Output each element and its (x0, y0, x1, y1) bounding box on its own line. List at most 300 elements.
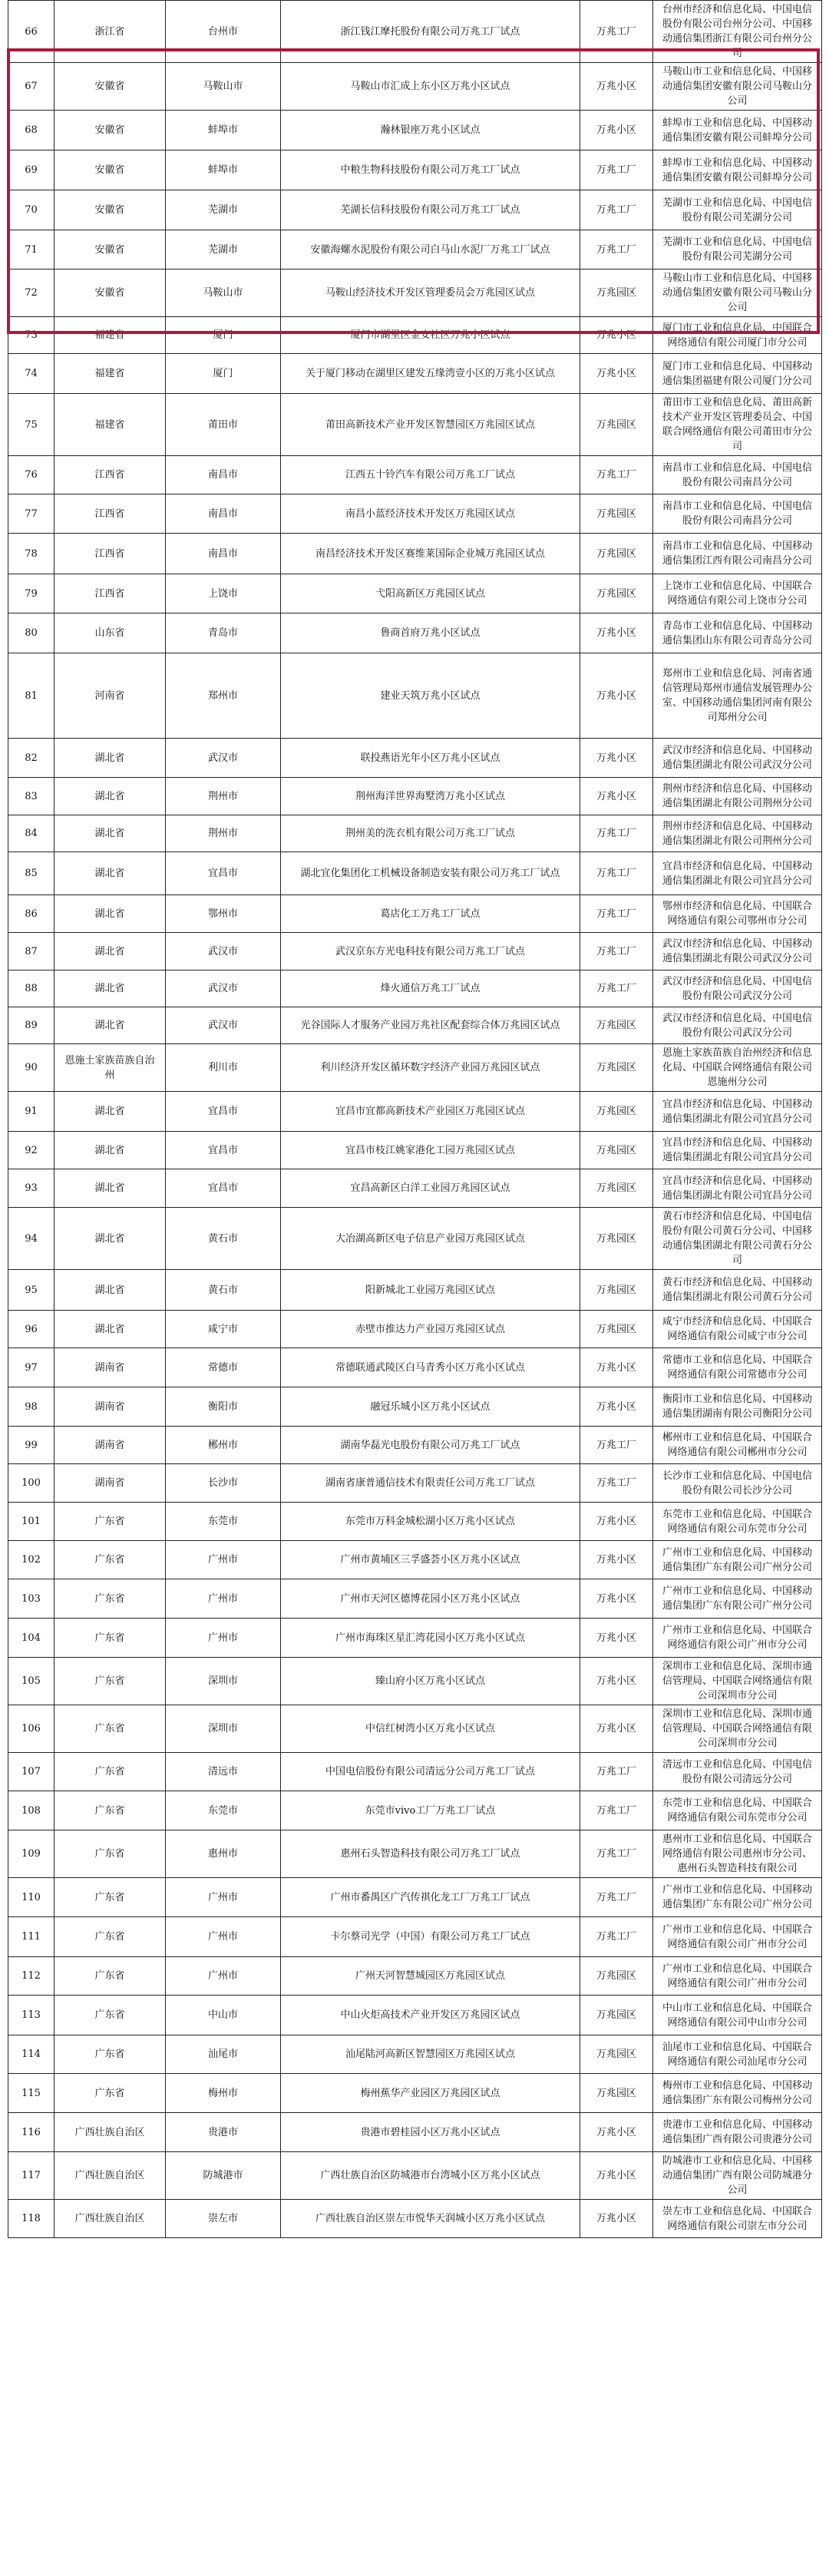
cell-responsible-units: 宜昌市经济和信息化局、中国移动通信集团湖北有限公司宜昌分公司 (653, 1169, 822, 1208)
cell-province: 广西壮族自治区 (54, 2200, 166, 2238)
cell-pilot-type: 万兆园区 (580, 1169, 653, 1208)
cell-number: 100 (8, 1464, 54, 1503)
cell-pilot-name: 梅州蕉华产业园区万兆园区试点 (281, 2074, 580, 2113)
cell-number: 69 (8, 150, 54, 190)
table-row (8, 613, 822, 653)
cell-pilot-type: 万兆工厂 (580, 1830, 653, 1878)
cell-pilot-name: 武汉京东方光电科技有限公司万兆工厂试点 (281, 933, 580, 971)
cell-pilot-type: 万兆小区 (580, 2152, 653, 2200)
cell-number: 75 (8, 394, 54, 456)
cell-pilot-type: 万兆园区 (580, 534, 653, 574)
cell-pilot-name: 常德联通武陵区白马青秀小区万兆小区试点 (281, 1348, 580, 1387)
cell-pilot-type: 万兆园区 (580, 2074, 653, 2113)
cell-city: 青岛市 (166, 613, 281, 653)
table-row (8, 1169, 822, 1208)
cell-number: 70 (8, 190, 54, 230)
cell-city: 莆田市 (166, 394, 281, 456)
cell-pilot-name: 荆州海洋世界海墅湾万兆小区试点 (281, 778, 580, 815)
table-row (8, 1503, 822, 1541)
cell-responsible-units: 黄石市经济和信息化局、中国电信股份有限公司黄石分公司、中国移动通信集团湖北有限公司黄石分公司 (653, 1208, 822, 1270)
cell-city: 清远市 (166, 1753, 281, 1791)
table-row (8, 1044, 822, 1092)
cell-pilot-name: 光谷国际人才服务产业园万兆社区配套综合体万兆园区试点 (281, 1007, 580, 1044)
cell-pilot-name: 湖北宜化集团化工机械设备制造安装有限公司万兆工厂试点 (281, 852, 580, 895)
table-row (8, 150, 822, 190)
cell-pilot-name: 广州市番禺区广汽传祺化龙工厂万兆工厂试点 (281, 1878, 580, 1917)
cell-pilot-type: 万兆园区 (580, 1007, 653, 1044)
cell-pilot-type: 万兆工厂 (580, 1917, 653, 1957)
cell-province: 广东省 (54, 1579, 166, 1619)
cell-pilot-type: 万兆工厂 (580, 230, 653, 270)
cell-city: 芜湖市 (166, 230, 281, 270)
cell-responsible-units: 武汉市经济和信息化局、中国移动通信集团湖北有限公司武汉分公司 (653, 933, 822, 971)
cell-number: 81 (8, 653, 54, 739)
cell-pilot-name: 广州市海珠区星汇湾花园小区万兆小区试点 (281, 1619, 580, 1658)
cell-responsible-units: 贵港市工业和信息化局、中国移动通信集团广西有限公司贵港分公司 (653, 2113, 822, 2152)
table-row (8, 815, 822, 852)
cell-city: 武汉市 (166, 1007, 281, 1044)
cell-responsible-units: 恩施土家族苗族自治州经济和信息化局、中国联合网络通信有限公司恩施州分公司 (653, 1044, 822, 1092)
cell-province: 湖北省 (54, 1132, 166, 1169)
cell-city: 广州市 (166, 1957, 281, 1996)
cell-pilot-name: 汕尾陆河高新区智慧园区万兆园区试点 (281, 2035, 580, 2074)
cell-pilot-name: 大冶湖高新区电子信息产业园万兆园区试点 (281, 1208, 580, 1270)
cell-number: 88 (8, 971, 54, 1007)
cell-responsible-units: 衡阳市工业和信息化局、中国移动通信集团湖南有限公司衡阳分公司 (653, 1387, 822, 1427)
cell-pilot-name: 宜昌市宜都高新技术产业园区万兆园区试点 (281, 1092, 580, 1132)
cell-pilot-type: 万兆小区 (580, 2113, 653, 2152)
cell-number: 72 (8, 270, 54, 317)
cell-province: 安徽省 (54, 111, 166, 150)
table-row (8, 1348, 822, 1387)
cell-city: 宜昌市 (166, 1169, 281, 1208)
cell-city: 南昌市 (166, 456, 281, 494)
table-row (8, 895, 822, 933)
table-row (8, 1092, 822, 1132)
cell-province: 福建省 (54, 317, 166, 354)
cell-pilot-name: 贵港市碧桂园小区万兆小区试点 (281, 2113, 580, 2152)
cell-city: 广州市 (166, 1878, 281, 1917)
cell-responsible-units: 广州市工业和信息化局、中国联合网络通信有限公司广州市分公司 (653, 1917, 822, 1957)
cell-province: 广东省 (54, 2035, 166, 2074)
cell-responsible-units: 长沙市工业和信息化局、中国电信股份有限公司长沙分公司 (653, 1464, 822, 1503)
cell-pilot-name: 广西壮族自治区防城港市台湾城小区万兆小区试点 (281, 2152, 580, 2200)
cell-responsible-units: 广州市工业和信息化局、中国移动通信集团广东有限公司广州分公司 (653, 1579, 822, 1619)
cell-city: 深圳市 (166, 1705, 281, 1753)
cell-responsible-units: 东莞市工业和信息化局、中国联合网络通信有限公司东莞市分公司 (653, 1791, 822, 1830)
cell-province: 河南省 (54, 653, 166, 739)
cell-pilot-name: 南昌小蓝经济技术开发区万兆园区试点 (281, 494, 580, 534)
table-row (8, 230, 822, 270)
table-row (8, 270, 822, 317)
cell-city: 武汉市 (166, 933, 281, 971)
cell-pilot-type: 万兆小区 (580, 653, 653, 739)
cell-city: 武汉市 (166, 971, 281, 1007)
cell-province: 湖北省 (54, 1311, 166, 1348)
table-row (8, 1579, 822, 1619)
cell-number: 117 (8, 2152, 54, 2200)
cell-city: 贵港市 (166, 2113, 281, 2152)
cell-pilot-name: 建业天筑万兆小区试点 (281, 653, 580, 739)
cell-city: 广州市 (166, 1917, 281, 1957)
cell-pilot-name: 烽火通信万兆工厂试点 (281, 971, 580, 1007)
cell-responsible-units: 武汉市经济和信息化局、中国电信股份有限公司武汉分公司 (653, 971, 822, 1007)
cell-number: 99 (8, 1427, 54, 1464)
table-row (8, 1541, 822, 1579)
table-row (8, 456, 822, 494)
table-row (8, 1917, 822, 1957)
table-row (8, 1791, 822, 1830)
cell-number: 98 (8, 1387, 54, 1427)
cell-responsible-units: 蚌埠市工业和信息化局、中国移动通信集团安徽有限公司蚌埠分公司 (653, 150, 822, 190)
cell-province: 湖北省 (54, 933, 166, 971)
cell-province: 广东省 (54, 1957, 166, 1996)
cell-pilot-name: 中国电信股份有限公司清远分公司万兆工厂试点 (281, 1753, 580, 1791)
cell-number: 68 (8, 111, 54, 150)
cell-pilot-name: 瀚林银座万兆小区试点 (281, 111, 580, 150)
cell-responsible-units: 梅州市工业和信息化局、中国移动通信集团广东有限公司梅州分公司 (653, 2074, 822, 2113)
cell-city: 蚌埠市 (166, 150, 281, 190)
cell-city: 南昌市 (166, 494, 281, 534)
table-row (8, 1878, 822, 1917)
cell-province: 广东省 (54, 2074, 166, 2113)
cell-pilot-type: 万兆小区 (580, 1619, 653, 1658)
cell-pilot-name: 联投燕语光年小区万兆小区试点 (281, 739, 580, 778)
cell-city: 衡阳市 (166, 1387, 281, 1427)
cell-number: 83 (8, 778, 54, 815)
cell-pilot-name: 湖南华磊光电股份有限公司万兆工厂试点 (281, 1427, 580, 1464)
cell-responsible-units: 郴州市工业和信息化局、中国联合网络通信有限公司郴州市分公司 (653, 1427, 822, 1464)
cell-number: 106 (8, 1705, 54, 1753)
table-row (8, 1658, 822, 1705)
cell-number: 114 (8, 2035, 54, 2074)
cell-number: 94 (8, 1208, 54, 1270)
cell-city: 马鞍山市 (166, 270, 281, 317)
cell-province: 福建省 (54, 394, 166, 456)
cell-city: 黄石市 (166, 1208, 281, 1270)
cell-responsible-units: 广州市工业和信息化局、中国联合网络通信有限公司广州市分公司 (653, 1619, 822, 1658)
cell-number: 103 (8, 1579, 54, 1619)
cell-city: 广州市 (166, 1541, 281, 1579)
table-row (8, 739, 822, 778)
cell-pilot-type: 万兆小区 (580, 354, 653, 394)
table-body (8, 1, 822, 2238)
cell-pilot-type: 万兆小区 (580, 1579, 653, 1619)
cell-number: 84 (8, 815, 54, 852)
cell-province: 安徽省 (54, 63, 166, 111)
cell-city: 黄石市 (166, 1270, 281, 1311)
cell-province: 安徽省 (54, 270, 166, 317)
cell-number: 108 (8, 1791, 54, 1830)
cell-pilot-type: 万兆园区 (580, 1092, 653, 1132)
cell-city: 东莞市 (166, 1503, 281, 1541)
cell-pilot-type: 万兆小区 (580, 111, 653, 150)
cell-province: 福建省 (54, 354, 166, 394)
table-row (8, 2200, 822, 2238)
cell-responsible-units: 厦门市工业和信息化局、中国移动通信集团福建有限公司厦门分公司 (653, 354, 822, 394)
cell-province: 广东省 (54, 1753, 166, 1791)
table-row (8, 1007, 822, 1044)
cell-pilot-type: 万兆小区 (580, 1348, 653, 1387)
cell-responsible-units: 上饶市工业和信息化局、中国联合网络通信有限公司上饶市分公司 (653, 574, 822, 613)
cell-responsible-units: 莆田市工业和信息化局、莆田高新技术产业开发区管理委员会、中国联合网络通信有限公司莆田市分公司 (653, 394, 822, 456)
table-row (8, 317, 822, 354)
cell-province: 广东省 (54, 1619, 166, 1658)
cell-province: 湖南省 (54, 1348, 166, 1387)
cell-pilot-name: 弋阳高新区万兆园区试点 (281, 574, 580, 613)
cell-province: 广东省 (54, 1996, 166, 2035)
table-row (8, 1753, 822, 1791)
cell-number: 115 (8, 2074, 54, 2113)
cell-number: 110 (8, 1878, 54, 1917)
cell-city: 常德市 (166, 1348, 281, 1387)
cell-pilot-name: 宜昌高新区白洋工业园万兆园区试点 (281, 1169, 580, 1208)
cell-province: 广西壮族自治区 (54, 2152, 166, 2200)
cell-number: 95 (8, 1270, 54, 1311)
cell-responsible-units: 中山市工业和信息化局、中国联合网络通信有限公司中山市分公司 (653, 1996, 822, 2035)
cell-number: 111 (8, 1917, 54, 1957)
cell-responsible-units: 芜湖市工业和信息化局、中国电信股份有限公司芜湖分公司 (653, 190, 822, 230)
cell-city: 汕尾市 (166, 2035, 281, 2074)
cell-pilot-name: 安徽海螺水泥股份有限公司白马山水泥厂万兆工厂试点 (281, 230, 580, 270)
table-row (8, 1387, 822, 1427)
table-row (8, 1996, 822, 2035)
cell-pilot-type: 万兆园区 (580, 494, 653, 534)
cell-province: 湖南省 (54, 1387, 166, 1427)
cell-province: 湖北省 (54, 971, 166, 1007)
cell-province: 广东省 (54, 1503, 166, 1541)
table-row (8, 1957, 822, 1996)
cell-province: 湖北省 (54, 778, 166, 815)
cell-city: 崇左市 (166, 2200, 281, 2238)
cell-responsible-units: 宜昌市经济和信息化局、中国移动通信集团湖北有限公司宜昌分公司 (653, 852, 822, 895)
cell-pilot-name: 臻山府小区万兆小区试点 (281, 1658, 580, 1705)
cell-city: 惠州市 (166, 1830, 281, 1878)
cell-responsible-units: 郑州市工业和信息化局、河南省通信管理局郑州市通信发展管理办公室、中国移动通信集团河南有限公司郑州分公司 (653, 653, 822, 739)
table-row (8, 1464, 822, 1503)
cell-pilot-name: 中信红树湾小区万兆小区试点 (281, 1705, 580, 1753)
pilot-list-table (8, 0, 822, 2238)
cell-city: 南昌市 (166, 534, 281, 574)
cell-pilot-name: 宜昌市枝江姚家港化工园万兆园区试点 (281, 1132, 580, 1169)
cell-city: 宜昌市 (166, 1132, 281, 1169)
cell-pilot-type: 万兆园区 (580, 1957, 653, 1996)
cell-pilot-type: 万兆小区 (580, 317, 653, 354)
cell-number: 77 (8, 494, 54, 534)
cell-city: 蚌埠市 (166, 111, 281, 150)
cell-pilot-type: 万兆园区 (580, 1311, 653, 1348)
cell-city: 芜湖市 (166, 190, 281, 230)
cell-pilot-type: 万兆小区 (580, 778, 653, 815)
cell-city: 荆州市 (166, 815, 281, 852)
cell-city: 梅州市 (166, 2074, 281, 2113)
cell-pilot-type: 万兆小区 (580, 1387, 653, 1427)
cell-number: 116 (8, 2113, 54, 2152)
cell-number: 96 (8, 1311, 54, 1348)
cell-city: 防城港市 (166, 2152, 281, 2200)
table-row (8, 2074, 822, 2113)
cell-pilot-name: 湖南省康普通信技术有限责任公司万兆工厂试点 (281, 1464, 580, 1503)
table-row (8, 190, 822, 230)
cell-number: 89 (8, 1007, 54, 1044)
cell-city: 宜昌市 (166, 1092, 281, 1132)
cell-number: 102 (8, 1541, 54, 1579)
table-row (8, 494, 822, 534)
cell-pilot-name: 惠州石头智造科技有限公司万兆工厂试点 (281, 1830, 580, 1878)
table-row (8, 971, 822, 1007)
cell-number: 118 (8, 2200, 54, 2238)
cell-pilot-type: 万兆园区 (580, 1044, 653, 1092)
cell-pilot-name: 南昌经济技术开发区赛维莱国际企业城万兆园区试点 (281, 534, 580, 574)
table-row (8, 534, 822, 574)
cell-responsible-units: 马鞍山市工业和信息化局、中国移动通信集团安徽有限公司马鞍山分公司 (653, 63, 822, 111)
cell-responsible-units: 东莞市工业和信息化局、中国联合网络通信有限公司东莞市分公司 (653, 1503, 822, 1541)
cell-province: 湖北省 (54, 1007, 166, 1044)
cell-province: 广东省 (54, 1541, 166, 1579)
cell-responsible-units: 广州市工业和信息化局、中国移动通信集团广东有限公司广州分公司 (653, 1541, 822, 1579)
cell-number: 71 (8, 230, 54, 270)
cell-number: 92 (8, 1132, 54, 1169)
table-row (8, 574, 822, 613)
cell-pilot-type: 万兆园区 (580, 1132, 653, 1169)
cell-pilot-type: 万兆小区 (580, 1541, 653, 1579)
cell-pilot-name: 中山火炬高技术产业开发区万兆园区试点 (281, 1996, 580, 2035)
cell-city: 马鞍山市 (166, 63, 281, 111)
cell-pilot-name: 江西五十铃汽车有限公司万兆工厂试点 (281, 456, 580, 494)
cell-responsible-units: 深圳市工业和信息化局、深圳市通信管理局、中国联合网络通信有限公司深圳市分公司 (653, 1705, 822, 1753)
cell-responsible-units: 惠州市工业和信息化局、中国联合网络通信有限公司惠州市分公司、惠州石头智造科技有限公司 (653, 1830, 822, 1878)
cell-pilot-type: 万兆工厂 (580, 815, 653, 852)
cell-pilot-name: 利川经济开发区循环数字经济产业园万兆园区试点 (281, 1044, 580, 1092)
cell-city: 广州市 (166, 1579, 281, 1619)
table-row (8, 63, 822, 111)
cell-responsible-units: 清远市工业和信息化局、中国电信股份有限公司清远分公司 (653, 1753, 822, 1791)
cell-pilot-type: 万兆园区 (580, 2035, 653, 2074)
cell-pilot-name: 浙江钱江摩托股份有限公司万兆工厂试点 (281, 1, 580, 63)
table-row (8, 852, 822, 895)
cell-responsible-units: 荆州市经济和信息化局、中国移动通信集团湖北有限公司荆州分公司 (653, 778, 822, 815)
cell-pilot-name: 关于厦门移动在湖里区建发五缘湾壹小区的万兆小区试点 (281, 354, 580, 394)
cell-city: 郴州市 (166, 1427, 281, 1464)
cell-province: 广东省 (54, 1830, 166, 1878)
cell-province: 广西壮族自治区 (54, 2113, 166, 2152)
cell-number: 73 (8, 317, 54, 354)
table-row (8, 1311, 822, 1348)
cell-province: 湖北省 (54, 895, 166, 933)
cell-city: 台州市 (166, 1, 281, 63)
cell-number: 113 (8, 1996, 54, 2035)
cell-province: 江西省 (54, 534, 166, 574)
cell-province: 广东省 (54, 1917, 166, 1957)
cell-pilot-type: 万兆工厂 (580, 1464, 653, 1503)
table-row (8, 933, 822, 971)
cell-responsible-units: 马鞍山市工业和信息化局、中国移动通信集团安徽有限公司马鞍山分公司 (653, 270, 822, 317)
cell-province: 广东省 (54, 1658, 166, 1705)
cell-pilot-name: 融冠乐城小区万兆小区试点 (281, 1387, 580, 1427)
cell-province: 湖南省 (54, 1464, 166, 1503)
cell-responsible-units: 荆州市经济和信息化局、中国移动通信集团湖北有限公司荆州分公司 (653, 815, 822, 852)
cell-responsible-units: 黄石市经济和信息化局、中国移动通信集团湖北有限公司黄石分公司 (653, 1270, 822, 1311)
table-row (8, 111, 822, 150)
cell-city: 东莞市 (166, 1791, 281, 1830)
cell-city: 郑州市 (166, 653, 281, 739)
cell-pilot-type: 万兆小区 (580, 739, 653, 778)
cell-city: 上饶市 (166, 574, 281, 613)
cell-city: 宜昌市 (166, 852, 281, 895)
cell-pilot-type: 万兆园区 (580, 1270, 653, 1311)
cell-pilot-name: 荆州美的洗衣机有限公司万兆工厂试点 (281, 815, 580, 852)
cell-responsible-units: 广州市工业和信息化局、中国移动通信集团广东有限公司广州分公司 (653, 1878, 822, 1917)
cell-responsible-units: 武汉市经济和信息化局、中国电信股份有限公司武汉分公司 (653, 1007, 822, 1044)
cell-pilot-name: 阳新城北工业园万兆园区试点 (281, 1270, 580, 1311)
cell-pilot-type: 万兆工厂 (580, 456, 653, 494)
cell-pilot-type: 万兆工厂 (580, 1753, 653, 1791)
cell-province: 湖北省 (54, 1092, 166, 1132)
cell-pilot-type: 万兆工厂 (580, 1791, 653, 1830)
cell-pilot-type: 万兆小区 (580, 1658, 653, 1705)
cell-responsible-units: 武汉市经济和信息化局、中国移动通信集团湖北有限公司武汉分公司 (653, 739, 822, 778)
cell-pilot-name: 卡尔蔡司光学（中国）有限公司万兆工厂试点 (281, 1917, 580, 1957)
cell-pilot-name: 芜湖长信科技股份有限公司万兆工厂试点 (281, 190, 580, 230)
cell-number: 90 (8, 1044, 54, 1092)
cell-province: 湖北省 (54, 815, 166, 852)
cell-pilot-type: 万兆园区 (580, 1996, 653, 2035)
cell-responsible-units: 南昌市工业和信息化局、中国电信股份有限公司南昌分公司 (653, 456, 822, 494)
cell-pilot-name: 广州市黄埔区三孚盛荟小区万兆小区试点 (281, 1541, 580, 1579)
cell-number: 93 (8, 1169, 54, 1208)
cell-pilot-type: 万兆工厂 (580, 852, 653, 895)
table-row (8, 2152, 822, 2200)
cell-number: 107 (8, 1753, 54, 1791)
table-row (8, 1830, 822, 1878)
table-row (8, 1427, 822, 1464)
cell-pilot-name: 马鞍山市汇成上东小区万兆小区试点 (281, 63, 580, 111)
cell-pilot-type: 万兆小区 (580, 2200, 653, 2238)
cell-responsible-units: 深圳市工业和信息化局、深圳市通信管理局、中国联合网络通信有限公司深圳市分公司 (653, 1658, 822, 1705)
cell-number: 97 (8, 1348, 54, 1387)
cell-city: 中山市 (166, 1996, 281, 2035)
cell-responsible-units: 宜昌市经济和信息化局、中国移动通信集团湖北有限公司宜昌分公司 (653, 1092, 822, 1132)
cell-pilot-name: 莆田高新技术产业开发区智慧园区万兆园区试点 (281, 394, 580, 456)
cell-responsible-units: 蚌埠市工业和信息化局、中国移动通信集团安徽有限公司蚌埠分公司 (653, 111, 822, 150)
cell-city: 武汉市 (166, 739, 281, 778)
cell-responsible-units: 宜昌市经济和信息化局、中国移动通信集团湖北有限公司宜昌分公司 (653, 1132, 822, 1169)
cell-pilot-name: 广州市天河区德博花园小区万兆小区试点 (281, 1579, 580, 1619)
cell-province: 湖北省 (54, 852, 166, 895)
cell-responsible-units: 厦门市工业和信息化局、中国联合网络通信有限公司厦门市分公司 (653, 317, 822, 354)
cell-number: 76 (8, 456, 54, 494)
cell-pilot-name: 马鞍山经济技术开发区管理委员会万兆园区试点 (281, 270, 580, 317)
cell-number: 82 (8, 739, 54, 778)
cell-number: 104 (8, 1619, 54, 1658)
cell-pilot-type: 万兆工厂 (580, 1, 653, 63)
cell-province: 安徽省 (54, 230, 166, 270)
cell-pilot-name: 中粮生物科技股份有限公司万兆工厂试点 (281, 150, 580, 190)
cell-pilot-name: 广西壮族自治区崇左市悦华天润城小区万兆小区试点 (281, 2200, 580, 2238)
cell-number: 67 (8, 63, 54, 111)
table-row (8, 2113, 822, 2152)
cell-pilot-type: 万兆工厂 (580, 895, 653, 933)
cell-pilot-name: 厦门市湖里区金安社区万兆小区试点 (281, 317, 580, 354)
cell-province: 江西省 (54, 456, 166, 494)
cell-responsible-units: 台州市经济和信息化局、中国电信股份有限公司台州分公司、中国移动通信集团浙江有限公司台州分公司 (653, 1, 822, 63)
table-row (8, 1208, 822, 1270)
cell-province: 山东省 (54, 613, 166, 653)
table-row (8, 778, 822, 815)
cell-number: 78 (8, 534, 54, 574)
cell-province: 湖南省 (54, 1427, 166, 1464)
cell-pilot-type: 万兆工厂 (580, 1427, 653, 1464)
